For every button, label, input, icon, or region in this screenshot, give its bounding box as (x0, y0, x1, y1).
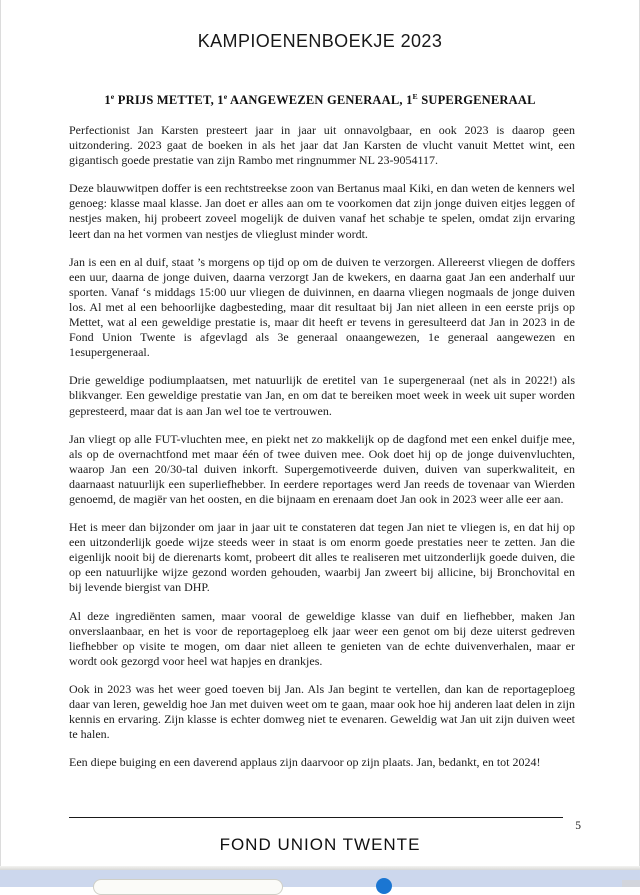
page-number: 5 (575, 820, 581, 832)
paragraph: Het is meer dan bijzonder om jaar in jaar uit te constateren dat tegen Jan niet te vliegen is, en dat hij op een uitzonderlijk goede wijze steeds weer in staat is om enorm goede prestaties neer te zetten. Jan die eigenlijk nooit bij de dierenarts komt, probeert dit alles te realiseren met uitzonderlijk goede duiven, die op een natuurlijke wijze gezond worden gehouden, waarbij Jan zweert bij allicine, bij Bronchovital en bij levende biergist van DHP. (69, 520, 575, 595)
paragraph: Drie geweldige podiumplaatsen, met natuurlijk de eretitel van 1e supergeneraal (net als in 2022!) als blikvanger. Een geweldige prestatie van Jan, en om dat te bereiken moet week in week uit super worden gepresteerd, maar dat is aan Jan wel toe te vertrouwen. (69, 373, 575, 418)
paragraph: Perfectionist Jan Karsten presteert jaar in jaar uit onnavolgbaar, en ook 2023 is daarop geen uitzondering. 2023 gaat de boeken in als het jaar dat Jan Karsten de vlucht vanuit Mettet wint, een gigantisch goede prestatie van zijn Rambo met ringnummer NL 23-9054117. (69, 123, 575, 168)
page-title: KAMPIOENENBOEKJE 2023 (197, 31, 443, 51)
document-body (69, 123, 575, 770)
footer-divider (69, 817, 563, 818)
paragraph: Jan is een en al duif, staat ’s morgens op tijd op om de duiven te verzorgen. Allereerst vliegen de doffers een uur, daarna de jonge duiven, daarna verzorgt Jan de kwekers, en daarna gaat Jan een anderhalf uur sporten. Vanaf ‘s middags 15:00 uur vliegen de duivinnen, en daarna vliegen nogmaals de jonge duiven los. Al met al een behoorlijke dagbesteding, maar dit resultaat bij Jan niet alleen in een eerste prijs op Mettet, wat al een geweldige prestatie is, maar dit heeft er tevens in geresulteerd dat Jan in 2023 in de Fond Union Twente is afgevlagd als 3e generaal onaangewezen, 1e generaal aangewezen en 1esupergeneraal. (69, 254, 575, 360)
paragraph: Jan vliegt op alle FUT-vluchten mee, en piekt net zo makkelijk op de dagfond met een enkel duifje mee, als op de overnachtfond met maar één of twee duiven mee. Ook doet hij op de jonge duivenvluchten, waarop Jan een 20/30-tal duiven inkorft. Supergemotiveerde duiven, duiven van superkwaliteit, en daarnaast natuurlijk een superliefhebber. In eerdere reportages werd Jan reeds de tovenaar van Wierden genoemd, de magiër van het oosten, en die bijnaam en erenaam doet Jan ook in 2023 weer alle eer aan. (69, 431, 575, 506)
section-heading: 1e PRIJS METTET, 1e AANGEWEZEN GENERAAL, $1^E$ SUPERGENERAAL (104, 91, 536, 107)
corner-widget[interactable] (622, 880, 640, 887)
footer-organization: FOND UNION TWENTE (219, 835, 421, 854)
paragraph: Al deze ingrediënten samen, maar vooral de geweldige klasse van duif en liefhebber, maken Jan onverslaanbaar, en het is voor de reportageploeg elk jaar weer een genot om bij deze uiterst gedreven liefhebber op visite te mogen, om daar niet alleen te genieten van de echte duivenverhalen, maar er wordt ook gezorgd voor heel wat hapjes en drankjes. (69, 608, 575, 668)
paragraph: Ook in 2023 was het weer goed toeven bij Jan. Als Jan begint te vertellen, dan kan de reportageploeg daar van leren, geweldig hoe Jan met duiven weet om te gaan, maar ook hoe hij anderen laat delen in zijn kennis en ervaring. Zijn klasse is echter domweg niet te evenaren. Geweldig wat Jan uit zijn duiven weet te halen. (69, 681, 575, 742)
paragraph: Een diepe buiging en een daverend applaus zijn daarvoor op zijn plaats. Jan, bedankt, en tot 2024! (69, 755, 541, 770)
taskbar (0, 870, 640, 887)
search-field[interactable] (93, 879, 283, 895)
blue-app-icon[interactable] (376, 878, 392, 894)
paragraph: Deze blauwwitpen doffer is een rechtstreekse zoon van Bertanus maal Kiki, en dan weten de kenners wel genoeg: klasse maal klasse. Jan doet er alles aan om te voorkomen dat zijn jonge duiven eitjes leggen of nestjes maken, hij probeert zoveel mogelijk de duiven vanaf het schabje te spelen, omdat zijn ervaring leert dan na het vormen van nestjes de vlieglust minder wordt. (69, 181, 575, 241)
